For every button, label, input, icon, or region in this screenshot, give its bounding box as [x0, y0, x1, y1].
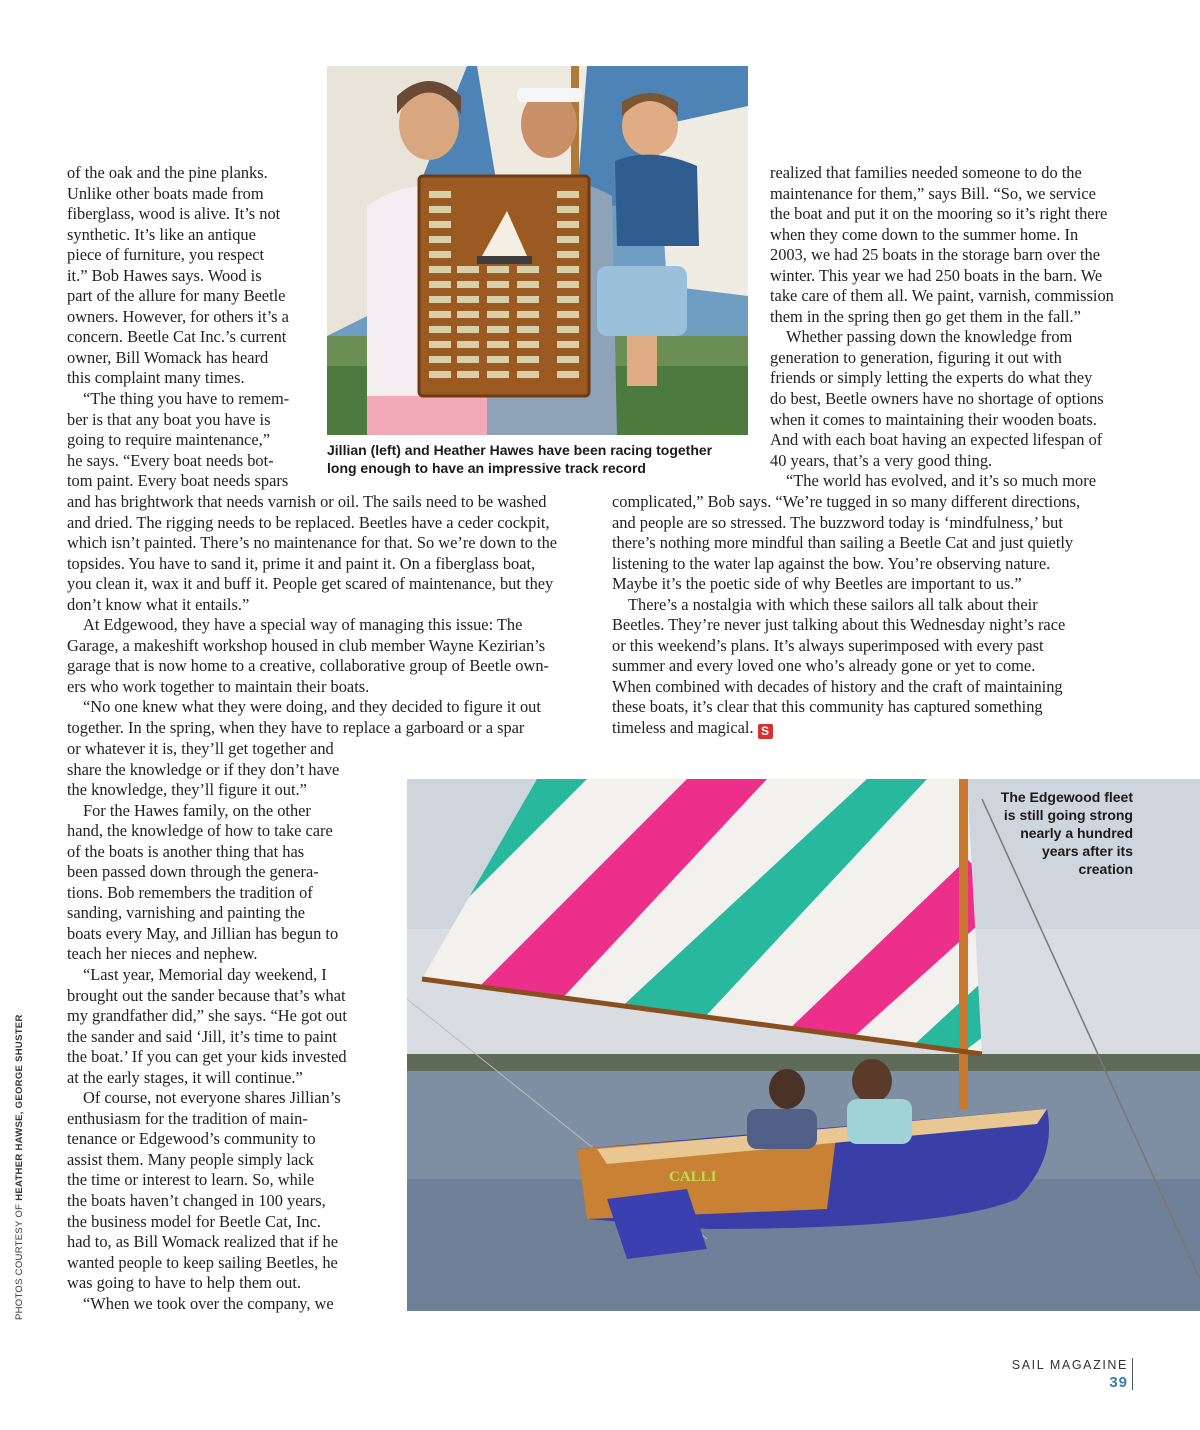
- text-line: piece of furniture, you respect: [67, 245, 265, 265]
- text-line: or whatever it is, they’ll get together and: [67, 739, 334, 758]
- text-line: “The world has evolved, and it’s so much more: [786, 471, 1096, 491]
- text-line: listening to the water lap against the bow. You’re observing nature.: [612, 553, 1051, 573]
- text-line: there’s nothing more mindful than sailing a Beetle Cat and just quietly: [612, 533, 1074, 553]
- text-line: synthetic. It’s like an antique: [67, 224, 256, 244]
- caption-line: creation: [1078, 861, 1133, 877]
- text-line: you clean it, wax it and buff it. People get scared of maintenance, but they: [67, 574, 554, 594]
- text-line: “No one knew what they were doing, and they decided to figure it out: [83, 697, 541, 717]
- text-line: had to, as Bill Womack realized that if he: [67, 1232, 339, 1252]
- bottom-photo-caption: [1001, 788, 1133, 878]
- text-line: the boat.’ If you can get your kids invested: [67, 1047, 347, 1067]
- text-line: Whether passing down the knowledge from: [786, 327, 1073, 347]
- text-line: the sander and said ‘Jill, it’s time to paint: [67, 1026, 337, 1046]
- text-line: Unlike other boats made from: [67, 183, 264, 203]
- text-line: teach her nieces and nephew.: [67, 944, 258, 964]
- text-line: owner, Bill Womack has heard: [67, 347, 269, 367]
- caption-line: is still going strong: [1003, 807, 1133, 823]
- text-line: summer and every loved one who’s already gone or yet to come.: [612, 656, 1036, 676]
- text-line: which isn’t painted. There’s no maintenance for that. So we’re down to the: [67, 533, 558, 553]
- text-line: he says. “Every boat needs bot-: [67, 450, 274, 470]
- text-line: of the oak and the pine planks.: [67, 163, 268, 182]
- text-line: “Last year, Memorial day weekend, I: [83, 965, 327, 985]
- page-number: 39: [1109, 1374, 1128, 1391]
- text-line: these boats, it’s clear that this community has captured something: [612, 697, 1043, 717]
- text-line: share the knowledge or if they don’t have: [67, 759, 340, 779]
- text-line: At Edgewood, they have a special way of managing this issue: The: [83, 615, 523, 635]
- end-of-article-mark: S: [758, 724, 773, 739]
- text-line: ers who work together to maintain their boats.: [67, 676, 370, 696]
- text-line: don’t know what it entails.”: [67, 594, 250, 614]
- photo-credit-names: HEATHER HAWSE, GEORGE SHUSTER: [14, 1014, 25, 1201]
- caption-line: long enough to have an impressive track record: [327, 460, 646, 476]
- magazine-name: SAIL MAGAZINE: [1011, 1358, 1128, 1372]
- text-line: Maybe it’s the poetic side of why Beetles are important to us.”: [612, 574, 1022, 594]
- left-column-bottom-text: [67, 739, 347, 1314]
- text-line: realized that families needed someone to do the: [770, 163, 1082, 182]
- text-line: part of the allure for many Beetle: [67, 286, 286, 306]
- text-line: “The thing you have to remem-: [83, 389, 290, 409]
- text-line: the time or interest to learn. So, while: [67, 1170, 315, 1190]
- text-line: wanted people to keep sailing Beetles, he: [67, 1252, 338, 1272]
- text-line: at the early stages, it will continue.”: [67, 1067, 303, 1087]
- photo-credit: [14, 1014, 25, 1320]
- text-line: hand, the knowledge of how to take care: [67, 821, 333, 841]
- text-line: Beetles. They’re never just talking about this Wednesday night’s race: [612, 615, 1066, 635]
- text-line: concern. Beetle Cat Inc.’s current: [67, 327, 287, 347]
- text-line: tom paint. Every boat needs spars: [67, 471, 289, 491]
- text-line: winter. This year we had 250 boats in the barn. We: [770, 265, 1103, 285]
- text-line: brought out the sander because that’s what: [67, 985, 346, 1005]
- text-line: and has brightwork that needs varnish or oil. The sails need to be washed: [67, 492, 547, 511]
- text-line: [612, 718, 1080, 739]
- text-line: 40 years, that’s a very good thing.: [770, 450, 993, 470]
- text-line: or this weekend’s plans. It’s always superimposed with every past: [612, 635, 1044, 655]
- text-line: and dried. The rigging needs to be replaced. Beetles have a ceder cockpit,: [67, 512, 550, 532]
- text-line: garage that is now home to a creative, collaborative group of Beetle own-: [67, 656, 549, 676]
- text-line: together. In the spring, when they have to replace a garboard or a spar: [67, 718, 525, 738]
- text-line: enthusiasm for the tradition of main-: [67, 1108, 308, 1128]
- trophy-photo-image: [327, 66, 748, 435]
- text-line: Of course, not everyone shares Jillian’s: [83, 1088, 341, 1108]
- text-line: take care of them all. We paint, varnish, commission: [770, 286, 1114, 306]
- text-line: the knowledge, they’ll figure it out.”: [67, 780, 307, 800]
- left-column-wide-text: [67, 492, 557, 739]
- caption-line: Jillian (left) and Heather Hawes have been racing together: [327, 442, 713, 458]
- boat-name-label: CALLI: [669, 1169, 717, 1185]
- text-line: of the boats is another thing that has: [67, 841, 305, 861]
- text-line: was going to have to help them out.: [67, 1273, 301, 1293]
- left-column-top-text: [67, 163, 289, 492]
- text-line: this complaint many times.: [67, 368, 245, 388]
- text-line: and people are so stressed. The buzzword today is ‘mindfulness,’ but: [612, 512, 1063, 532]
- text-line: generation to generation, figuring it out with: [770, 347, 1062, 367]
- top-photo-caption: [327, 441, 712, 477]
- text-line: For the Hawes family, on the other: [83, 800, 311, 820]
- text-line-content: timeless and magical.: [612, 718, 754, 738]
- text-line: topsides. You have to sand it, prime it and paint it. On a fiberglass boat,: [67, 553, 536, 573]
- text-line: assist them. Many people simply lack: [67, 1149, 314, 1169]
- text-line: Garage, a makeshift workshop housed in club member Wayne Kezirian’s: [67, 635, 546, 655]
- text-line: “When we took over the company, we: [83, 1293, 334, 1313]
- text-line: the boats haven’t changed in 100 years,: [67, 1191, 326, 1211]
- text-line: my grandfather did,” she says. “He got out: [67, 1006, 347, 1026]
- text-line: it.” Bob Hawes says. Wood is: [67, 265, 262, 285]
- right-column-wide-text: [612, 492, 1080, 739]
- right-column-top-text: [770, 163, 1114, 492]
- text-line: going to require maintenance,”: [67, 430, 270, 450]
- text-line: When combined with decades of history and the craft of maintaining: [612, 676, 1063, 696]
- caption-line: The Edgewood fleet: [1000, 789, 1133, 805]
- text-line: 2003, we had 25 boats in the storage barn over the: [770, 245, 1100, 265]
- text-line: fiberglass, wood is alive. It’s not: [67, 204, 281, 224]
- text-line: And with each boat having an expected lifespan of: [770, 430, 1103, 450]
- text-line: when it comes to maintaining their wooden boats.: [770, 409, 1097, 429]
- text-line: boats every May, and Jillian has begun to: [67, 923, 339, 943]
- text-line: tenance or Edgewood’s community to: [67, 1129, 316, 1149]
- photo-credit-prefix: PHOTOS COURTESY OF: [14, 1200, 25, 1320]
- text-line: There’s a nostalgia with which these sailors all talk about their: [628, 594, 1038, 614]
- text-line: the business model for Beetle Cat, Inc.: [67, 1211, 321, 1231]
- text-line: ber is that any boat you have is: [67, 409, 271, 429]
- text-line: been passed down through the genera-: [67, 862, 319, 882]
- text-line: tions. Bob remembers the tradition of: [67, 882, 313, 902]
- trophy-photo: [327, 66, 748, 435]
- footer-divider: [1132, 1358, 1133, 1390]
- text-line: friends or simply letting the experts do what they: [770, 368, 1093, 388]
- text-line: when they come down to the summer home. In: [770, 224, 1079, 244]
- text-line: complicated,” Bob says. “We’re tugged in so many different directions,: [612, 492, 1081, 511]
- text-line: sanding, varnishing and painting the: [67, 903, 306, 923]
- text-line: the boat and put it on the mooring so it’s right there: [770, 204, 1108, 224]
- caption-line: years after its: [1041, 843, 1133, 859]
- text-line: owners. However, for others it’s a: [67, 306, 289, 326]
- caption-line: nearly a hundred: [1020, 825, 1133, 841]
- text-line: do best, Beetle owners have no shortage of options: [770, 389, 1104, 409]
- text-line: them in the spring then go get them in the fall.”: [770, 306, 1081, 326]
- text-line: maintenance for them,” says Bill. “So, we service: [770, 183, 1096, 203]
